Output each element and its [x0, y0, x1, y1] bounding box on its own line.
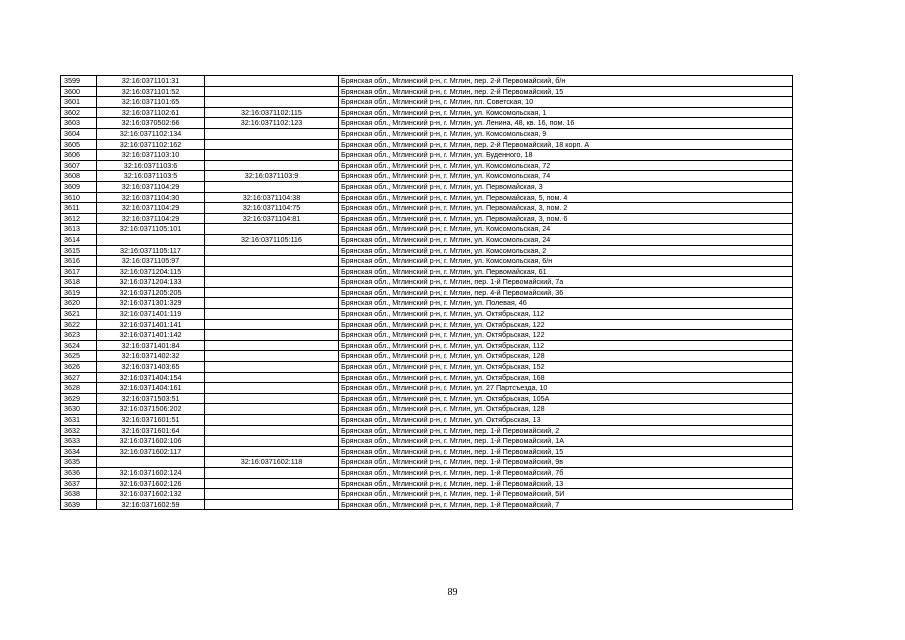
table-row — [61, 160, 793, 171]
cadastral-number-2-cell — [205, 319, 339, 330]
cadastral-number-2-cell — [205, 277, 339, 288]
cadastral-number-cell: 32:16:0371401:141 — [97, 319, 205, 330]
address-cell: Брянская обл., Мглинский р-н, г. Мглин, ул. Комсомольская, 1 — [339, 107, 793, 118]
address-cell: Брянская обл., Мглинский р-н, г. Мглин, пер. 1-й Первомайский, 13 — [339, 478, 793, 489]
table-row — [61, 203, 793, 214]
cadastral-number-2-cell — [205, 256, 339, 267]
row-number-cell: 3633 — [61, 436, 97, 447]
table-row — [61, 181, 793, 192]
cadastral-number-cell: 32:16:0371104:30 — [97, 192, 205, 203]
address-cell: Брянская обл., Мглинский р-н, г. Мглин, ул. Октябрьская, 122 — [339, 330, 793, 341]
row-number-cell: 3599 — [61, 76, 97, 87]
cadastral-number-cell: 32:16:0371104:29 — [97, 203, 205, 214]
cadastral-number-cell: 32:16:0371503:51 — [97, 393, 205, 404]
row-number-cell: 3628 — [61, 383, 97, 394]
row-number-cell: 3636 — [61, 467, 97, 478]
table-row — [61, 287, 793, 298]
address-cell: Брянская обл., Мглинский р-н, г. Мглин, пер. 1-й Первомайский, 9в — [339, 457, 793, 468]
table-row — [61, 499, 793, 510]
row-number-cell: 3605 — [61, 139, 97, 150]
cadastral-number-cell: 32:16:0371204:115 — [97, 266, 205, 277]
property-table — [60, 75, 793, 510]
table-row — [61, 446, 793, 457]
address-cell: Брянская обл., Мглинский р-н, г. Мглин, ул. Комсомольская, 9 — [339, 128, 793, 139]
cadastral-number-2-cell — [205, 467, 339, 478]
address-cell: Брянская обл., Мглинский р-н, г. Мглин, ул. Октябрьская, 168 — [339, 372, 793, 383]
cadastral-number-2-cell — [205, 393, 339, 404]
address-cell: Брянская обл., Мглинский р-н, г. Мглин, ул. Комсомольская, 24 — [339, 234, 793, 245]
row-number-cell: 3634 — [61, 446, 97, 457]
table-row — [61, 107, 793, 118]
cadastral-number-cell: 32:16:0371602:132 — [97, 489, 205, 500]
table-row — [61, 467, 793, 478]
cadastral-number-cell: 32:16:0371102:61 — [97, 107, 205, 118]
cadastral-number-cell: 32:16:0371102:134 — [97, 128, 205, 139]
row-number-cell: 3613 — [61, 224, 97, 235]
row-number-cell: 3629 — [61, 393, 97, 404]
row-number-cell: 3612 — [61, 213, 97, 224]
address-cell: Брянская обл., Мглинский р-н, г. Мглин, ул. Октябрьская, 112 — [339, 340, 793, 351]
address-cell: Брянская обл., Мглинский р-н, г. Мглин, ул. Полевая, 46 — [339, 298, 793, 309]
row-number-cell: 3604 — [61, 128, 97, 139]
row-number-cell: 3619 — [61, 287, 97, 298]
table-row — [61, 404, 793, 415]
cadastral-number-cell — [97, 234, 205, 245]
cadastral-number-cell: 32:16:0371101:52 — [97, 86, 205, 97]
cadastral-number-2-cell — [205, 287, 339, 298]
row-number-cell: 3637 — [61, 478, 97, 489]
table-row — [61, 330, 793, 341]
table-row — [61, 213, 793, 224]
table-row — [61, 128, 793, 139]
table-row — [61, 372, 793, 383]
table-row — [61, 266, 793, 277]
cadastral-number-cell: 32:16:0371602:117 — [97, 446, 205, 457]
cadastral-number-cell: 32:16:0371602:124 — [97, 467, 205, 478]
cadastral-number-cell — [97, 457, 205, 468]
cadastral-number-2-cell — [205, 224, 339, 235]
table-row — [61, 351, 793, 362]
row-number-cell: 3602 — [61, 107, 97, 118]
cadastral-number-cell: 32:16:0371204:133 — [97, 277, 205, 288]
address-cell: Брянская обл., Мглинский р-н, г. Мглин, ул. Ленина, 48, кв. 16, пом. 16 — [339, 118, 793, 129]
cadastral-number-2-cell — [205, 362, 339, 373]
table-row — [61, 245, 793, 256]
table-row — [61, 224, 793, 235]
row-number-cell: 3625 — [61, 351, 97, 362]
cadastral-number-cell: 32:16:0371105:101 — [97, 224, 205, 235]
cadastral-number-2-cell: 32:16:0371104:75 — [205, 203, 339, 214]
cadastral-number-cell: 32:16:0371104:29 — [97, 213, 205, 224]
cadastral-number-2-cell — [205, 383, 339, 394]
cadastral-number-2-cell — [205, 150, 339, 161]
address-cell: Брянская обл., Мглинский р-н, г. Мглин, ул. Октябрьская, 122 — [339, 319, 793, 330]
row-number-cell: 3614 — [61, 234, 97, 245]
table-row — [61, 393, 793, 404]
cadastral-number-cell: 32:16:0371404:161 — [97, 383, 205, 394]
row-number-cell: 3622 — [61, 319, 97, 330]
cadastral-number-cell: 32:16:0371403:65 — [97, 362, 205, 373]
row-number-cell: 3616 — [61, 256, 97, 267]
cadastral-number-2-cell — [205, 372, 339, 383]
row-number-cell: 3626 — [61, 362, 97, 373]
address-cell: Брянская обл., Мглинский р-н, г. Мглин, ул. Комсомольская, 2 — [339, 245, 793, 256]
cadastral-number-cell: 32:16:0371506:202 — [97, 404, 205, 415]
row-number-cell: 3631 — [61, 415, 97, 426]
table-row — [61, 415, 793, 426]
row-number-cell: 3615 — [61, 245, 97, 256]
cadastral-number-2-cell: 32:16:0371104:81 — [205, 213, 339, 224]
page-number: 89 — [447, 587, 458, 598]
address-cell: Брянская обл., Мглинский р-н, г. Мглин, ул. Первомайская, 5, пом. 4 — [339, 192, 793, 203]
cadastral-number-2-cell — [205, 404, 339, 415]
cadastral-number-2-cell: 32:16:0371602:118 — [205, 457, 339, 468]
table-row — [61, 383, 793, 394]
cadastral-number-2-cell: 32:16:0371102:115 — [205, 107, 339, 118]
address-cell: Брянская обл., Мглинский р-н, г. Мглин, пл. Советская, 10 — [339, 97, 793, 108]
cadastral-number-2-cell: 32:16:0371103:9 — [205, 171, 339, 182]
cadastral-number-cell: 32:16:0371104:29 — [97, 181, 205, 192]
row-number-cell: 3611 — [61, 203, 97, 214]
cadastral-number-cell: 32:16:0371205:205 — [97, 287, 205, 298]
cadastral-number-cell: 32:16:0371101:65 — [97, 97, 205, 108]
cadastral-number-2-cell — [205, 86, 339, 97]
table-row — [61, 309, 793, 320]
address-cell: Брянская обл., Мглинский р-н, г. Мглин, пер. 1-й Первомайский, 7а — [339, 277, 793, 288]
address-cell: Брянская обл., Мглинский р-н, г. Мглин, ул. Первомайская, 61 — [339, 266, 793, 277]
table-row — [61, 362, 793, 373]
cadastral-number-2-cell — [205, 139, 339, 150]
cadastral-number-2-cell — [205, 446, 339, 457]
cadastral-number-2-cell — [205, 298, 339, 309]
table-row — [61, 86, 793, 97]
address-cell: Брянская обл., Мглинский р-н, г. Мглин, ул. 27 Партсъезда, 10 — [339, 383, 793, 394]
address-cell: Брянская обл., Мглинский р-н, г. Мглин, ул. Октябрьская, 128 — [339, 404, 793, 415]
cadastral-number-2-cell — [205, 478, 339, 489]
address-cell: Брянская обл., Мглинский р-н, г. Мглин, пер. 1-й Первомайский, 15 — [339, 446, 793, 457]
cadastral-number-cell: 32:16:0371102:162 — [97, 139, 205, 150]
address-cell: Брянская обл., Мглинский р-н, г. Мглин, пер. 1-й Первомайский, 2 — [339, 425, 793, 436]
cadastral-number-2-cell — [205, 181, 339, 192]
table-row — [61, 436, 793, 447]
cadastral-number-cell: 32:16:0371401:119 — [97, 309, 205, 320]
cadastral-number-cell: 32:16:0371105:97 — [97, 256, 205, 267]
address-cell: Брянская обл., Мглинский р-н, г. Мглин, ул. Октябрьская, 112 — [339, 309, 793, 320]
row-number-cell: 3639 — [61, 499, 97, 510]
cadastral-number-2-cell — [205, 351, 339, 362]
cadastral-number-2-cell — [205, 266, 339, 277]
row-number-cell: 3601 — [61, 97, 97, 108]
address-cell: Брянская обл., Мглинский р-н, г. Мглин, ул. Комсомольская, 72 — [339, 160, 793, 171]
cadastral-number-cell: 32:16:0371602:126 — [97, 478, 205, 489]
cadastral-number-cell: 32:16:0371101:31 — [97, 76, 205, 87]
cadastral-number-cell: 32:16:0370502:66 — [97, 118, 205, 129]
cadastral-number-cell: 32:16:0371602:106 — [97, 436, 205, 447]
address-cell: Брянская обл., Мглинский р-н, г. Мглин, ул. Буденного, 18 — [339, 150, 793, 161]
address-cell: Брянская обл., Мглинский р-н, г. Мглин, ул. Комсомольская, 6/н — [339, 256, 793, 267]
row-number-cell: 3635 — [61, 457, 97, 468]
address-cell: Брянская обл., Мглинский р-н, г. Мглин, пер. 2-й Первомайский, б/н — [339, 76, 793, 87]
row-number-cell: 3618 — [61, 277, 97, 288]
table-row — [61, 478, 793, 489]
address-cell: Брянская обл., Мглинский р-н, г. Мглин, ул. Комсомольская, 74 — [339, 171, 793, 182]
table-row — [61, 118, 793, 129]
row-number-cell: 3609 — [61, 181, 97, 192]
row-number-cell: 3608 — [61, 171, 97, 182]
address-cell: Брянская обл., Мглинский р-н, г. Мглин, ул. Первомайская, 3 — [339, 181, 793, 192]
address-cell: Брянская обл., Мглинский р-н, г. Мглин, ул. Первомайская, 3, пом. 2 — [339, 203, 793, 214]
table-row — [61, 234, 793, 245]
cadastral-number-2-cell — [205, 309, 339, 320]
row-number-cell: 3630 — [61, 404, 97, 415]
address-cell: Брянская обл., Мглинский р-н, г. Мглин, пер. 1-й Первомайский, 5И — [339, 489, 793, 500]
cadastral-number-cell: 32:16:0371601:51 — [97, 415, 205, 426]
property-table-body — [61, 76, 793, 510]
cadastral-number-cell: 32:16:0371103:5 — [97, 171, 205, 182]
table-row — [61, 256, 793, 267]
row-number-cell: 3627 — [61, 372, 97, 383]
cadastral-number-cell: 32:16:0371103:6 — [97, 160, 205, 171]
address-cell: Брянская обл., Мглинский р-н, г. Мглин, пер. 2-й Первомайский, 15 — [339, 86, 793, 97]
cadastral-number-2-cell — [205, 160, 339, 171]
row-number-cell: 3617 — [61, 266, 97, 277]
table-row — [61, 319, 793, 330]
cadastral-number-cell: 32:16:0371401:84 — [97, 340, 205, 351]
row-number-cell: 3638 — [61, 489, 97, 500]
address-cell: Брянская обл., Мглинский р-н, г. Мглин, ул. Комсомольская, 24 — [339, 224, 793, 235]
cadastral-number-2-cell — [205, 76, 339, 87]
row-number-cell: 3610 — [61, 192, 97, 203]
cadastral-number-cell: 32:16:0371602:59 — [97, 499, 205, 510]
cadastral-number-2-cell — [205, 489, 339, 500]
table-row — [61, 76, 793, 87]
cadastral-number-2-cell — [205, 97, 339, 108]
row-number-cell: 3600 — [61, 86, 97, 97]
cadastral-number-cell: 32:16:0371105:117 — [97, 245, 205, 256]
row-number-cell: 3632 — [61, 425, 97, 436]
cadastral-number-cell: 32:16:0371601:64 — [97, 425, 205, 436]
row-number-cell: 3620 — [61, 298, 97, 309]
cadastral-number-cell: 32:16:0371402:32 — [97, 351, 205, 362]
row-number-cell: 3603 — [61, 118, 97, 129]
row-number-cell: 3624 — [61, 340, 97, 351]
cadastral-number-2-cell — [205, 415, 339, 426]
cadastral-number-2-cell — [205, 128, 339, 139]
cadastral-number-cell: 32:16:0371301:329 — [97, 298, 205, 309]
table-row — [61, 298, 793, 309]
address-cell: Брянская обл., Мглинский р-н, г. Мглин, ул. Октябрьская, 128 — [339, 351, 793, 362]
table-row — [61, 489, 793, 500]
table-row — [61, 425, 793, 436]
address-cell: Брянская обл., Мглинский р-н, г. Мглин, ул. Октябрьская, 105А — [339, 393, 793, 404]
cadastral-number-2-cell: 32:16:0371102:123 — [205, 118, 339, 129]
table-row — [61, 139, 793, 150]
table-row — [61, 457, 793, 468]
cadastral-number-2-cell — [205, 436, 339, 447]
address-cell: Брянская обл., Мглинский р-н, г. Мглин, пер. 1-й Первомайский, 1А — [339, 436, 793, 447]
table-row — [61, 277, 793, 288]
cadastral-number-2-cell: 32:16:0371104:38 — [205, 192, 339, 203]
table-row — [61, 171, 793, 182]
row-number-cell: 3623 — [61, 330, 97, 341]
table-row — [61, 97, 793, 108]
cadastral-number-cell: 32:16:0371103:10 — [97, 150, 205, 161]
table-row — [61, 192, 793, 203]
row-number-cell: 3621 — [61, 309, 97, 320]
address-cell: Брянская обл., Мглинский р-н, г. Мглин, ул. Первомайская, 3, пом. 6 — [339, 213, 793, 224]
table-row — [61, 340, 793, 351]
address-cell: Брянская обл., Мглинский р-н, г. Мглин, ул. Октябрьская, 152 — [339, 362, 793, 373]
cadastral-number-2-cell — [205, 330, 339, 341]
cadastral-number-2-cell — [205, 245, 339, 256]
address-cell: Брянская обл., Мглинский р-н, г. Мглин, пер. 1-й Первомайский, 7 — [339, 499, 793, 510]
cadastral-number-2-cell — [205, 499, 339, 510]
cadastral-number-2-cell: 32:16:0371105:116 — [205, 234, 339, 245]
cadastral-number-2-cell — [205, 340, 339, 351]
cadastral-number-cell: 32:16:0371404:154 — [97, 372, 205, 383]
cadastral-number-2-cell — [205, 425, 339, 436]
address-cell: Брянская обл., Мглинский р-н, г. Мглин, пер. 4-й Первомайский, 36 — [339, 287, 793, 298]
cadastral-number-cell: 32:16:0371401:142 — [97, 330, 205, 341]
table-row — [61, 150, 793, 161]
address-cell: Брянская обл., Мглинский р-н, г. Мглин, пер. 2-й Первомайский, 18 корп. А — [339, 139, 793, 150]
address-cell: Брянская обл., Мглинский р-н, г. Мглин, ул. Октябрьская, 13 — [339, 415, 793, 426]
row-number-cell: 3607 — [61, 160, 97, 171]
row-number-cell: 3606 — [61, 150, 97, 161]
address-cell: Брянская обл., Мглинский р-н, г. Мглин, пер. 1-й Первомайский, 7б — [339, 467, 793, 478]
